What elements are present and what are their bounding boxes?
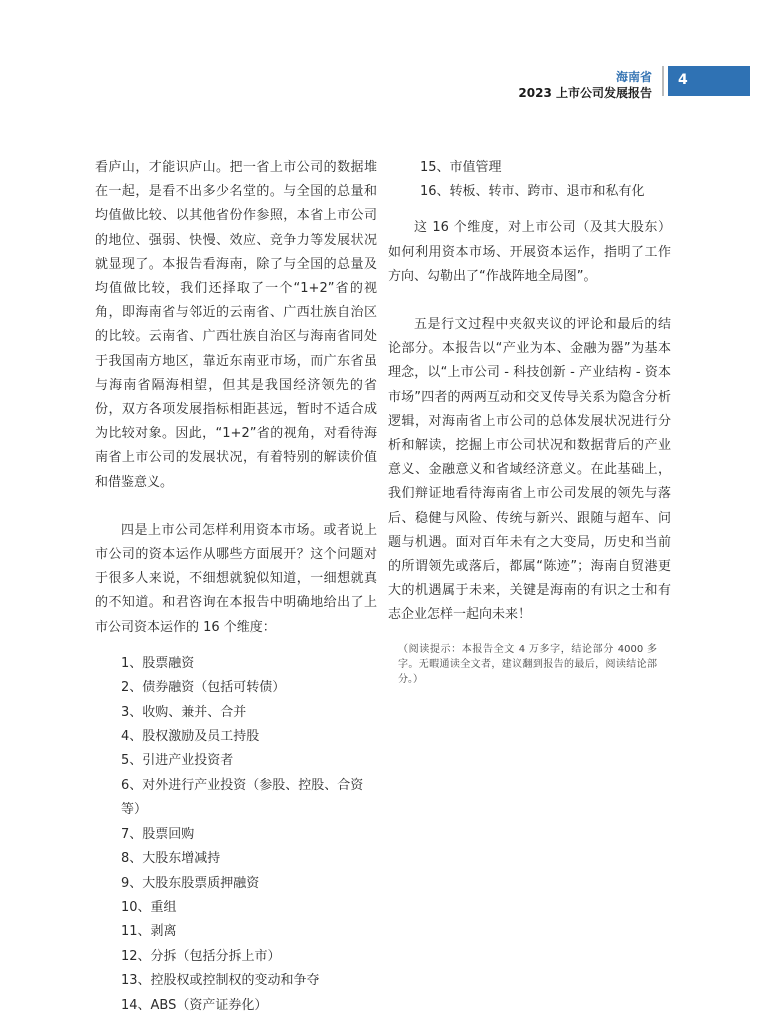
- list-item: 1、股票融资: [121, 655, 195, 671]
- list-item: 16、转板、转市、跨市、退市和私有化: [420, 184, 645, 200]
- header-report-title: 2023 上市公司发展报告: [518, 86, 652, 100]
- list-item: 4、股权激励及员工持股: [121, 729, 260, 745]
- list-item: 9、大股东股票质押融资: [121, 875, 260, 891]
- list-item: 15、市值管理: [420, 160, 502, 175]
- list-item: 11、剥离: [121, 924, 177, 940]
- left-column: [95, 156, 377, 1018]
- list-item: 10、重组: [121, 899, 177, 915]
- list-item: 7、股票回购: [121, 826, 195, 842]
- right-column: [388, 156, 671, 687]
- list-item: 13、控股权或控制权的变动和争夺: [121, 973, 320, 989]
- dimension-list: [95, 652, 377, 1018]
- left-paragraph-2: 四是上市公司怎样利用资本市场。或者说上市公司的资本运作从哪些方面展开？这个问题对于很多人来说，不细想就貌似知道，一细想就真的不知道。和君咨询在本报告中明确地给出了上市公司资本运作的 16 个维度：: [95, 522, 377, 635]
- header-province: 海南省: [615, 70, 652, 84]
- list-item: 14、ABS（资产证券化）: [121, 997, 268, 1013]
- list-item: 12、分拆（包括分拆上市）: [121, 948, 281, 964]
- reading-tip: （阅读提示：本报告全文 4 万多字，结论部分 4000 多字。无暇通读全文者，建议翻到报告的最后，阅读结论部分。）: [398, 643, 657, 685]
- page-number: 4: [678, 72, 688, 88]
- list-item: 5、引进产业投资者: [121, 753, 234, 769]
- right-paragraph-2: 五是行文过程中夹叙夹议的评论和最后的结论部分。本报告以“产业为本、金融为器”为基本理念，以“上市公司 - 科技创新 - 产业结构 - 资本市场”四者的两两互动和交叉传导关系为隐含分析逻辑，对海南省上市公司的总体发展状况进行分析和解读，挖掘上市公司状况和数据背后的产业意义、金融意义和省域经济意义。在此基础上，我们辩证地看待海南省上市公司发展的领先与落后、稳健与风险、传统与新兴、跟随与超车、问题与机遇。面对百年未有之大变局，历史和当前的所谓领先或落后，都属“陈迹”；海南自贸港更大的机遇属于未来，关键是海南的有识之士和有志企业怎样一起向未来！: [388, 317, 671, 623]
- list-item: 8、大股东增减持: [121, 851, 221, 867]
- dimension-list-continued: [388, 156, 671, 204]
- page-number-box: [668, 66, 750, 96]
- list-item: 6、对外进行产业投资（参股、控股、合资等）: [121, 777, 364, 818]
- right-paragraph-1: 这 16 个维度，对上市公司（及其大股东）如何利用资本市场、开展资本运作，指明了工作方向、勾勒出了“作战阵地全局图”。: [388, 220, 671, 284]
- list-item: 2、债券融资（包括可转债）: [121, 680, 286, 696]
- list-item: 3、收购、兼并、合并: [121, 704, 247, 720]
- header-divider: [662, 66, 664, 96]
- left-paragraph-1: 看庐山，才能识庐山。把一省上市公司的数据堆在一起，是看不出多少名堂的。与全国的总量和均值做比较、以其他省份作参照，本省上市公司的地位、强弱、快慢、效应、竞争力等发展状况就显现了。本报告看海南，除了与全国的总量及均值做比较，我们还择取了一个“1+2”省的视角，即海南省与邻近的云南省、广西壮族自治区的比较。云南省、广西壮族自治区与海南省同处于我国南方地区，靠近东南亚市场，而广东省虽与海南省隔海相望，但其是我国经济领先的省份，双方各项发展指标相距甚远，暂时不适合成为比较对象。因此，“1+2”省的视角，对看待海南省上市公司的发展状况，有着特别的解读价值和借鉴意义。: [95, 160, 377, 490]
- page-header: [0, 66, 760, 100]
